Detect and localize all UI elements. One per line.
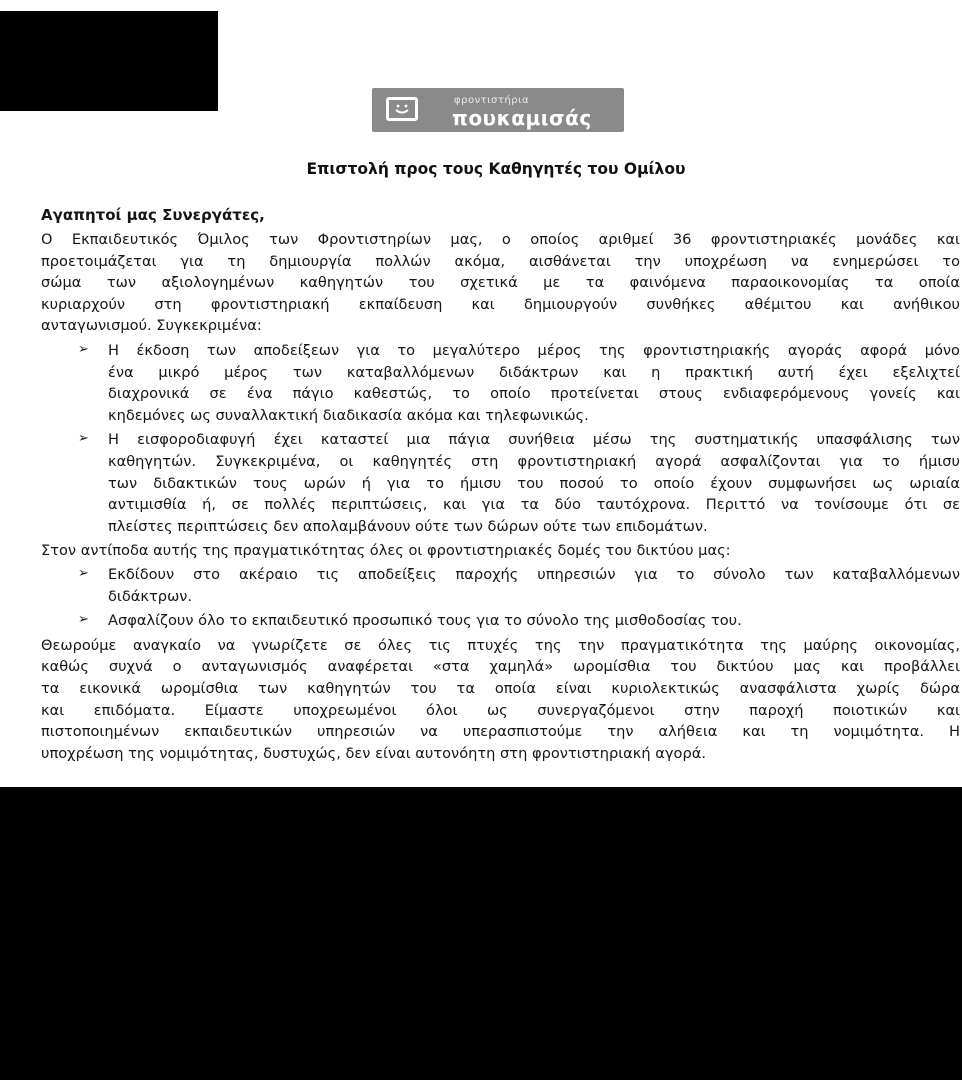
redaction-block-top bbox=[0, 11, 218, 111]
bullet-line: καθηγητών. Συγκεκριμένα, οι καθηγητές στη φροντιστηριακή αγορά ασφαλίζονται για το ήμισυ bbox=[108, 453, 960, 470]
bullet-line: διδάκτρων. bbox=[108, 587, 193, 605]
bullet-arrow-icon: ➢ bbox=[78, 612, 89, 628]
bullet-line: Η εισφοροδιαφυγή έχει καταστεί μια πάγια συνήθεια μέσω της συστηματικής υπασφάλισης των bbox=[108, 431, 960, 449]
intro-line: κυριαρχούν στη φροντιστηριακή εκπαίδευση και δημιουργούν συνθήκες αθέμιτου και ανήθικου bbox=[41, 295, 960, 313]
logo-subtitle: φροντιστήρια bbox=[454, 95, 530, 106]
intro-line: προετοιμάζεται για τη δημιουργία πολλών ακόμα, αισθάνεται την υποχρέωση να ενημερώσει το bbox=[41, 252, 960, 270]
closing-line: Θεωρούμε αναγκαίο να γνωρίζετε σε όλες τις πτυχές της την πραγματικότητα της μαύρης οικονομίας, bbox=[41, 636, 960, 654]
bullet-line: πλείστες περιπτώσεις δεν απολαμβάνουν ούτε των δώρων ούτε των επιδομάτων. bbox=[108, 517, 708, 535]
bullet-line: Ασφαλίζουν όλο το εκπαιδευτικό προσωπικό τους για το σύνολο της μισθοδοσίας του. bbox=[108, 612, 742, 630]
intro-line: σώμα των αξιολογημένων καθηγητών του σχετικά με τα φαινόμενα παραοικονομίας τα οποία bbox=[41, 274, 960, 292]
smiley-logo-icon bbox=[386, 97, 418, 121]
closing-line: υποχρέωση της νομιμότητας, δυστυχώς, δεν είναι αυτονόητη στη φροντιστηριακή αγορά. bbox=[41, 744, 706, 762]
bullet-arrow-icon: ➢ bbox=[78, 431, 89, 447]
closing-line: και επιδόματα. Είμαστε υποχρεωμένοι όλοι ως συνεργαζόμενοι στην παροχή ποιοτικών και bbox=[41, 701, 960, 719]
redaction-block-bottom bbox=[0, 787, 962, 1080]
bullet-line: Η έκδοση των αποδείξεων για το μεγαλύτερο μέρος της φροντιστηριακής αγοράς αφορά μόνο bbox=[108, 342, 960, 359]
bullet-line: ένα μικρό μέρος των καταβαλλόμενων διδάκτρων και η πρακτική αυτή έχει εξελιχτεί bbox=[108, 363, 960, 381]
bullet-line: των διδακτικών τους ωρών ή για το ήμισυ του ποσού το οποίο έχουν συμφωνήσει ως ωριαία bbox=[108, 474, 960, 492]
closing-line: τα εικονικά ωρομίσθια των καθηγητών του τα οποία είναι κυριολεκτικώς ανασφάλιστα χωρίς δώρα bbox=[41, 680, 960, 697]
letter-title: Επιστολή προς τους Καθηγητές του Ομίλου bbox=[306, 160, 686, 178]
logo bbox=[372, 88, 624, 132]
bullet-arrow-icon: ➢ bbox=[78, 566, 89, 581]
closing-line: πιστοποιημένων εκπαιδευτικών υπηρεσιών να υπερασπιστούμε την αλήθεια και τη νομιμότητα. Η bbox=[41, 723, 960, 741]
intro-line: ανταγωνισμού. Συγκεκριμένα: bbox=[41, 317, 262, 335]
bullet-line: Εκδίδουν στο ακέραιο τις αποδείξεις παροχής υπηρεσιών για το σύνολο των καταβαλλόμενων bbox=[108, 566, 960, 583]
intro-line: Ο Εκπαιδευτικός Όμιλος των Φροντιστηρίων μας, ο οποίος αριθμεί 36 φροντιστηριακές μονάδες και bbox=[41, 231, 960, 248]
salutation: Αγαπητοί μας Συνεργάτες, bbox=[41, 206, 265, 224]
bullet-line: αντιμισθία ή, σε πολλές περιπτώσεις, και για τα δύο ταυτόχρονα. Περιττό να τονίσουμε ότι σε bbox=[108, 496, 960, 514]
closing-line: καθώς συχνά ο ανταγωνισμός αναφέρεται «στα χαμηλά» ωρομίσθια του δικτύου μας και προβάλλει bbox=[41, 658, 960, 676]
bullet-line: κηδεμόνες ως συναλλακτική διαδικασία ακόμα και τηλεφωνικώς. bbox=[108, 406, 589, 424]
logo-wordmark: πουκαμισάς bbox=[452, 106, 592, 130]
bullet-arrow-icon: ➢ bbox=[78, 342, 89, 357]
contrast-line: Στον αντίποδα αυτής της πραγματικότητας όλες οι φροντιστηριακές δομές του δικτύου μας: bbox=[41, 542, 731, 560]
bullet-line: διαχρονικά σε ένα πάγιο καθεστώς, το οποίο προτείνεται στους ενδιαφερόμενους γονείς και bbox=[108, 385, 960, 403]
